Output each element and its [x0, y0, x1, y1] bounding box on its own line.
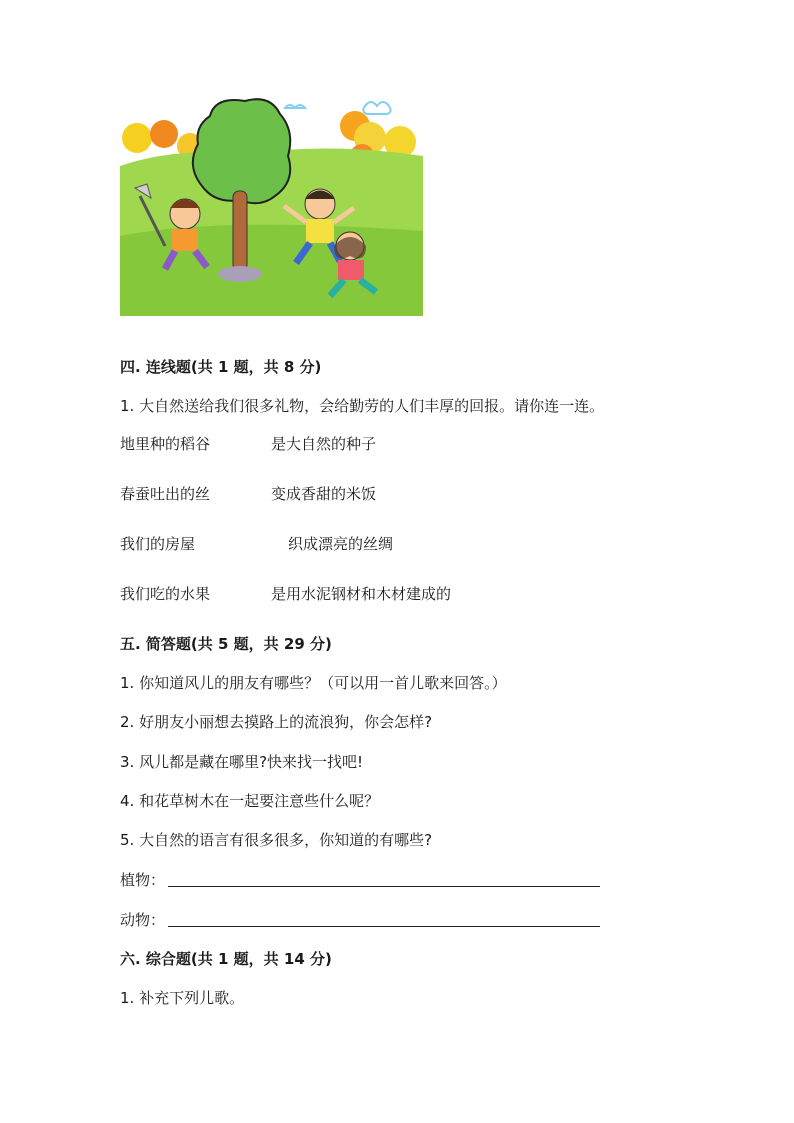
matching-right-item: 变成香甜的米饭 [271, 485, 377, 503]
blank-label-animals: 动物： [120, 911, 166, 929]
short-answer-question: 4. 和花草树木在一起要注意些什么呢？ [120, 792, 380, 810]
comprehensive-question: 1. 补充下列儿歌。 [120, 989, 245, 1007]
matching-question: 1. 大自然送给我们很多礼物，会给勤劳的人们丰厚的回报。请你连一连。 [120, 397, 605, 415]
children-planting-tree-illustration [120, 96, 423, 316]
short-answer-question: 2. 好朋友小丽想去摸路上的流浪狗，你会怎样? [120, 713, 433, 731]
short-answer-question: 3. 风儿都是藏在哪里?快来找一找吧! [120, 753, 364, 771]
matching-left-item: 春蚕吐出的丝 [120, 485, 211, 503]
matching-right-item: 是大自然的种子 [271, 435, 377, 453]
matching-left-item: 我们吃的水果 [120, 585, 211, 603]
matching-left-item: 我们的房屋 [120, 535, 196, 553]
section-heading-short-answer: 五. 简答题(共 5 题，共 29 分) [120, 635, 332, 653]
answer-blank-animals[interactable] [168, 926, 600, 927]
matching-right-item: 是用水泥钢材和木材建成的 [271, 585, 452, 603]
section-heading-matching: 四. 连线题(共 1 题，共 8 分) [120, 358, 322, 376]
short-answer-question: 1. 你知道风儿的朋友有哪些？（可以用一首儿歌来回答。） [120, 674, 507, 692]
matching-right-item: 织成漂亮的丝绸 [288, 535, 394, 553]
answer-blank-plants[interactable] [168, 886, 600, 887]
short-answer-question: 5. 大自然的语言有很多很多，你知道的有哪些? [120, 831, 433, 849]
section-heading-comprehensive: 六. 综合题(共 1 题，共 14 分) [120, 950, 332, 968]
matching-left-item: 地里种的稻谷 [120, 435, 211, 453]
blank-label-plants: 植物： [120, 871, 166, 889]
